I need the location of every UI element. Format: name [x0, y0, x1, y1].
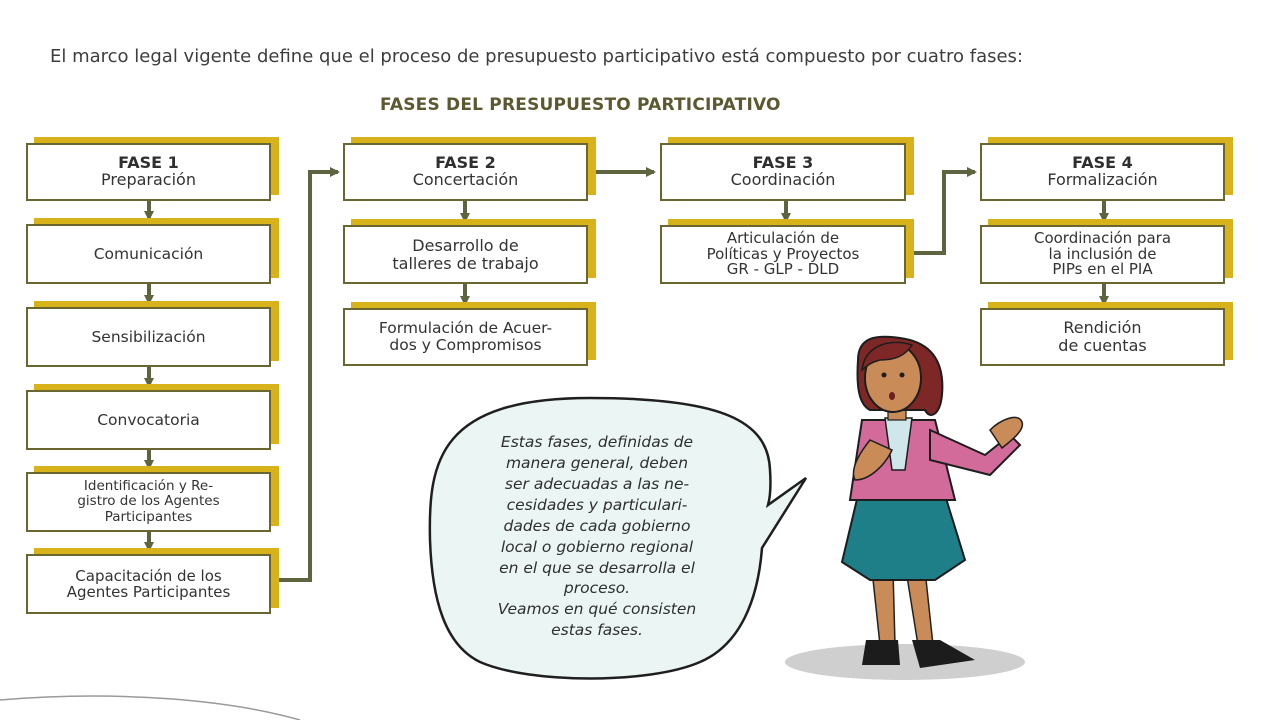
step-label: Articulación de Políticas y Proyectos GR - GLP - DLD: [706, 228, 860, 279]
character-shadow: [785, 644, 1025, 680]
step-label: Rendición de cuentas: [1058, 318, 1147, 355]
fase1-title: FASE 1: [118, 153, 179, 173]
woman-character: [842, 337, 1022, 668]
fase3-name: Coordinación: [730, 170, 836, 189]
fase2-name: Concertación: [412, 170, 519, 189]
bubble-line: proceso.: [563, 579, 631, 598]
step-label: Capacitación de los Agentes Participantes: [66, 566, 231, 601]
speech-bubble-text: [452, 432, 742, 641]
step-label: Comunicación: [93, 244, 204, 263]
bubble-line: dades de cada gobierno: [503, 516, 691, 535]
step-label: Coordinación para la inclusión de PIPs en el PIA: [1033, 228, 1172, 279]
step-label: Sensibilización: [91, 327, 206, 346]
fase4-title: FASE 4: [1072, 153, 1133, 173]
step-label: Identificación y Re- gistro de los Agentes Participantes: [77, 478, 220, 525]
step-label: Desarrollo de talleres de trabajo: [392, 235, 539, 273]
step-label: Convocatoria: [97, 410, 200, 429]
bubble-line: Estas fases, definidas de: [500, 433, 694, 451]
bubble-line: cesidades y particulari-: [506, 495, 688, 514]
fase3-title: FASE 3: [752, 153, 814, 173]
fase1-name: Preparación: [101, 170, 196, 189]
bubble-line: estas fases.: [551, 621, 643, 640]
bubble-line: ser adecuadas a las ne-: [504, 474, 690, 493]
bubble-line: manera general, deben: [505, 453, 689, 472]
bubble-line: en el que se desarrolla el: [499, 558, 695, 577]
diagram-title: FASES DEL PRESUPUESTO PARTICIPATIVO: [380, 95, 781, 115]
bubble-line: Veamos en qué consisten: [497, 600, 697, 619]
intro-text: El marco legal vigente define que el proceso de presupuesto participativo está compuesto por cuatro fases:: [50, 46, 1024, 67]
fase2-title: FASE 2: [435, 153, 496, 173]
step-label: Formulación de Acuer- dos y Compromisos: [378, 318, 553, 354]
bubble-line: local o gobierno regional: [500, 537, 694, 556]
fase4-name: Formalización: [1047, 170, 1158, 189]
